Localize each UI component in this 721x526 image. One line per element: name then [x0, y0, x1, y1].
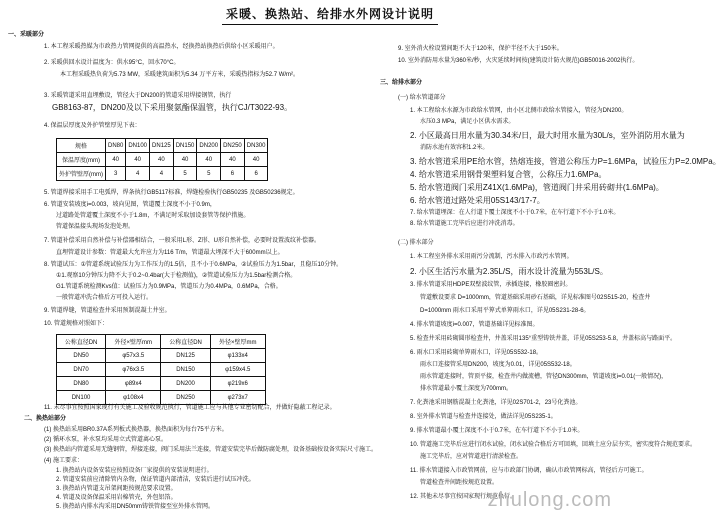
insulation-table-cell: 40 — [106, 153, 126, 167]
drain-note-11b: 管道检查井间距按规范设置。 — [420, 480, 499, 486]
heating-note-3b: GB8163-87，DN200及以下采用聚氨酯保温管，执行CJ/T3022-93。 — [52, 103, 293, 112]
station-req-4: 4. 管道及设备保温采用岩棉管壳，外包铝箔。 — [56, 495, 177, 501]
supply-note-2: 2. 小区最高日用水量为30.34米/日，最大时用水量为30L/s，室外消防用水量为 — [410, 131, 685, 140]
insulation-table-cell: 40 — [126, 153, 150, 167]
heating-note-8b: ①1.观察10分钟压力降不大于0.2~0.4bar(大于检测值)，②管道试验压力为1.5bar检测合格。 — [56, 273, 297, 279]
station-note-3: (3) 换热站内管道采用无缝钢管，焊接连接，阀门采用法兰连接，管道安装完毕后做防腐处理，设备基础按设备实际尺寸施工。 — [44, 447, 378, 453]
drain-note-1: 1. 本工程室外排水采用雨污分流制，污水排入市政污水管网。 — [410, 254, 573, 260]
insulation-table-cell: 5 — [197, 167, 221, 181]
heating-note-8c: G1.管道系统检测Kvs值：试验压力为0.9MPa，管道压力为0.4MPa，0.6MPa，合格。 — [56, 284, 282, 290]
heating-note-10: 10. 管道规格对照如下： — [44, 321, 109, 327]
heating-note-6: 6. 管道安装坡度i=0.003，坡向见图，管道覆土深度不小于0.9m， — [44, 202, 216, 208]
pipe-spec-cell: φ133x4 — [210, 349, 265, 363]
supply-note-8: 8. 给水管道施工完毕后应进行冲洗消毒。 — [410, 221, 519, 227]
supply-note-1: 1. 本工程给水水源为市政给水管网，由小区北侧市政给水管接入，管径为DN200。 — [410, 108, 628, 114]
pipe-spec-cell: φ219x6 — [210, 377, 265, 391]
section-station-heading: 二、换热站部分 — [24, 416, 67, 422]
pipe-spec-cell: DN70 — [57, 363, 106, 377]
pipe-spec-cell: DN200 — [161, 377, 210, 391]
heating-note-8d: 一般管道冲洗合格后方可投入运行。 — [56, 295, 153, 301]
heating-note-6c: 管道保温接头现场发泡处理。 — [56, 224, 135, 230]
heating-note-2b: 本工程采暖热负荷为5.73 MW，采暖建筑面积为5.34 万平方米，采暖热指标为52.7 W/m²。 — [60, 72, 300, 78]
pipe-spec-cell: φ108x4 — [106, 391, 161, 405]
insulation-table-cell: 40 — [173, 153, 197, 167]
pipe-spec-table — [56, 334, 266, 405]
fire-note-9: 9. 室外消火栓设置间距不大于120米，保护半径不大于150米。 — [398, 46, 563, 52]
heating-note-7b: 直埋管道设计参数：管道最大允许应力为116 T/m，管道最大埋深不大于600mm以上。 — [56, 250, 284, 256]
insulation-table — [56, 138, 268, 181]
pipe-spec-header: 公称直径DN — [161, 335, 210, 349]
heating-note-2: 2. 采暖供回水设计温度为：供水95°C，回水70°C。 — [44, 60, 180, 66]
insulation-table-row-label: 保温厚度(mm) — [57, 153, 106, 167]
station-req-1: 1. 换热站内设备安装应按照设备厂家提供的安装说明进行。 — [56, 468, 213, 474]
pipe-spec-cell: DN150 — [161, 363, 210, 377]
drain-note-3a: 管道敷设要求 D=1000mm，管道基础采用砂石基础，详见标准图号02S515-20，检查井 — [420, 295, 651, 301]
drain-note-9: 9. 排水管道最小覆土深度不小于0.7米，在车行道下不小于1.0米。 — [410, 428, 584, 434]
supply-note-4: 4. 给水管道采用钢骨架塑料复合管，公称压力1.6MPa。 — [410, 170, 607, 179]
heating-note-4: 4. 保温层厚度及外护管壁厚见下表： — [44, 123, 141, 129]
heating-note-1: 1. 本工程采暖热媒为市政热力管网提供的高温热水，经换热站换热后供给小区采暖用户。 — [44, 44, 279, 50]
pipe-spec-cell: DN250 — [161, 391, 210, 405]
supply-note-2b: 消防水池有效容积1.2米。 — [420, 145, 489, 151]
pipe-spec-cell: φ273x7 — [210, 391, 265, 405]
insulation-table-cell: 4 — [126, 167, 150, 181]
station-note-4: (4) 施工要求： — [44, 458, 84, 464]
insulation-table-cell: 4 — [150, 167, 174, 181]
pipe-spec-cell: φ57x3.5 — [106, 349, 161, 363]
pipe-spec-cell: DN125 — [161, 349, 210, 363]
drain-note-2: 2. 小区生活污水量为2.35L/S，雨水设计流量为553L/S。 — [410, 267, 608, 276]
insulation-table-cell: 6 — [244, 167, 268, 181]
pipe-spec-header: 外径×壁厚mm — [210, 335, 265, 349]
drain-note-6a: 雨水口连接管采用DN200，坡度为0.01，详见05S532-18。 — [420, 362, 576, 368]
insulation-table-col: DN125 — [150, 139, 174, 153]
heating-note-8: 8. 管道试压：①管道系统试验压力为工作压力的1.5倍，且不小于0.6MPa，②试验压力为1.5bar，且稳压10分钟。 — [44, 262, 343, 268]
pipe-spec-header: 外径×壁厚mm — [106, 335, 161, 349]
heating-note-5: 5. 管道焊接采用手工电弧焊，焊条执行GB5117标准，焊缝检验执行GB50235 及GB50236规定。 — [44, 190, 299, 196]
pipe-spec-header: 公称直径DN — [57, 335, 106, 349]
pipe-spec-cell: φ76x3.5 — [106, 363, 161, 377]
station-req-3: 3. 换热站内管道支吊架间距按规范要求设置。 — [56, 486, 177, 492]
insulation-table-col: DN80 — [106, 139, 126, 153]
pipe-spec-cell: DN100 — [57, 391, 106, 405]
heating-note-11: 11. 未尽事宜按照国家现行有关施工及验收规范执行，管道施工应与其他专业密切配合，并做好隐蔽工程记录。 — [44, 405, 336, 411]
supply-note-6: 6. 给水管道过路处采用05S143/17-7。 — [410, 196, 545, 205]
heating-note-3: 3. 采暖管道采用直埋敷设，管径大于DN200的管道采用焊接钢管，执行 — [44, 93, 232, 99]
insulation-table-col: DN300 — [244, 139, 268, 153]
station-note-2: (2) 循环水泵，补水泵均采用立式管道离心泵。 — [44, 437, 168, 443]
station-note-1: (1) 换热站采用BR0.37A系列板式换热器，换热面积为每台75平方米。 — [44, 427, 228, 433]
insulation-table-col: DN200 — [197, 139, 221, 153]
pipe-spec-cell: φ89x4 — [106, 377, 161, 391]
insulation-table-cell: 40 — [150, 153, 174, 167]
station-req-5: 5. 换热站内排水沟采用DN50mm铸铁管接至室外排水管网。 — [56, 504, 215, 510]
insulation-table-cell: 6 — [221, 167, 245, 181]
drain-note-6c: 排水管道最小覆土深度为700mm。 — [420, 386, 513, 392]
supply-note-5: 5. 给水管道阀门采用Z41X(1.6MPa)，管道阀门井采用砖砌井(1.6MPa)。 — [410, 183, 664, 192]
drain-heading: (二) 排水部分 — [398, 240, 434, 246]
insulation-table-col: DN100 — [126, 139, 150, 153]
drain-note-7: 7. 化粪池采用钢筋混凝土化粪池，详见02S701-2，23号化粪池。 — [410, 400, 582, 406]
heating-note-6b: 过道路处管道覆土深度不小于1.8m，不满足时采取加设套管等保护措施。 — [56, 213, 250, 219]
insulation-table-row-label: 外护管壁厚(mm) — [57, 167, 106, 181]
insulation-table-col: DN250 — [221, 139, 245, 153]
insulation-table-cell: 3 — [106, 167, 126, 181]
watermark: zhulong.com — [487, 489, 612, 511]
drain-note-4: 4. 排水管道坡度i=0.007，管道基础详见标准图。 — [410, 322, 539, 328]
heating-note-7: 7. 管道补偿采用自然补偿与补偿器相结合，一般采用L形、Z形、U形自然补偿，必要时设置波纹补偿器。 — [44, 238, 321, 244]
heating-note-9: 9. 管道焊缝，管道检查井采用预制混凝土井室。 — [44, 308, 171, 314]
drain-note-10b: 施工完毕后，应对管道进行清淤检查。 — [420, 454, 523, 460]
section-heating-heading: 一、采暖部分 — [8, 32, 45, 38]
drain-note-3b: D=1000mm 雨水口采用平箅式单箅雨水口，详见05S231-28-6。 — [420, 308, 590, 314]
drain-note-3: 3. 排水管道采用HDPE双壁波纹管，承插连接，橡胶圈密封。 — [410, 282, 572, 288]
drain-note-11: 11. 排水管道接入市政管网前，应与市政部门协调，确认市政管网标高，管径后方可施工。 — [410, 468, 648, 474]
insulation-table-cell: 40 — [197, 153, 221, 167]
drain-note-8: 8. 室外排水管道与检查井连接处，做法详见05S235-1。 — [410, 414, 557, 420]
insulation-table-col: DN150 — [173, 139, 197, 153]
supply-note-7: 7. 给水管道埋深：在人行道下覆土深度不小于0.7米，在车行道下不小于1.0米。 — [410, 210, 620, 216]
insulation-table-corner: 规格 — [57, 139, 106, 153]
supply-heading: (一) 给水管道部分 — [398, 95, 446, 101]
supply-note-3: 3. 给水管道采用PE给水管，热熔连接，管道公称压力P=1.6MPa，试验压力P=2.0MPa。 — [410, 157, 721, 166]
pipe-spec-cell: φ159x4.5 — [210, 363, 265, 377]
pipe-spec-cell: DN80 — [57, 377, 106, 391]
insulation-table-cell: 40 — [221, 153, 245, 167]
document-title: 采暖、换热站、给排水外网设计说明 — [222, 5, 438, 25]
drain-note-10: 10. 管道施工完毕后应进行闭水试验，闭水试验合格后方可回填，回填土应分层夯实，密实度符合规范要求。 — [410, 442, 697, 448]
pipe-spec-cell: DN50 — [57, 349, 106, 363]
drain-note-6b: 雨水管道连接时，管顶平接，检查井内做流槽，管径DN300mm，管道坡度i=0.01(一般情况)， — [420, 374, 668, 380]
section-water-heading: 三、给排水部分 — [380, 80, 423, 86]
supply-note-1b: 水压0.3 MPa，满足小区供水需求。 — [420, 119, 515, 125]
insulation-table-cell: 40 — [244, 153, 268, 167]
fire-note-10: 10. 室外消防用水量为360米/秒，火灾延续时间按(建筑设计防火规范)GB50016-2002执行。 — [398, 58, 639, 64]
drain-note-12: 12. 其他未尽事宜按国家现行规范执行。 — [410, 494, 517, 500]
station-req-2: 2. 管道安装前应清除管内杂物，保证管道内部清洁，安装后进行试压冲洗。 — [56, 477, 255, 483]
insulation-table-cell: 5 — [173, 167, 197, 181]
drain-note-6: 6. 雨水口采用砖砌单箅雨水口，详见05S532-18。 — [410, 350, 543, 356]
drain-note-5: 5. 检查井采用砖砌圆形检查井，井盖采用135°重型铸铁井盖，详见05S253-5.8，井盖标高与路面平。 — [410, 336, 677, 342]
